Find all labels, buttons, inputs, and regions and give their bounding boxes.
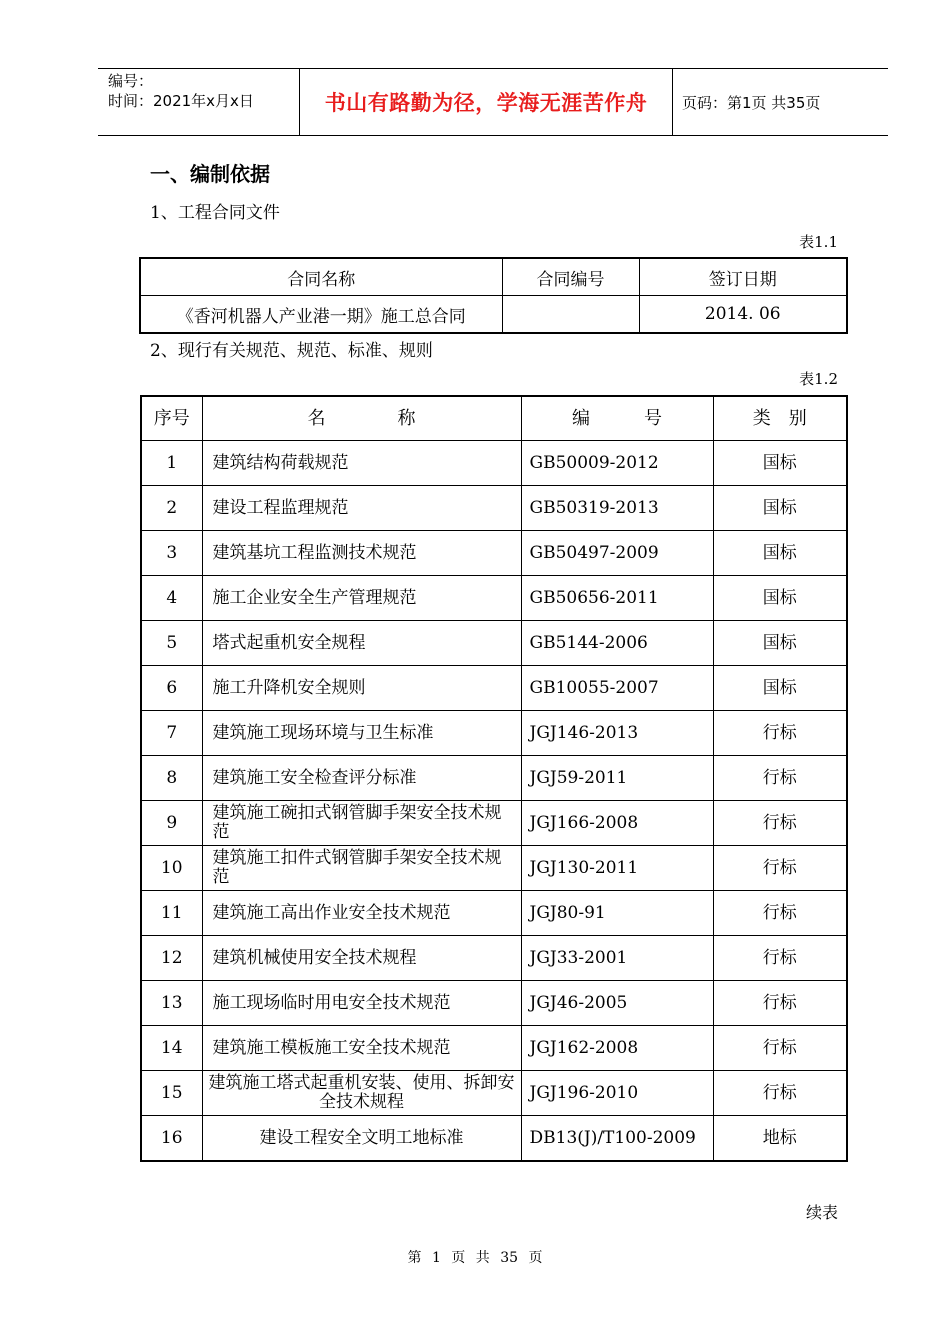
contract-date: 2014. 06 (639, 296, 847, 334)
contract-number (502, 296, 639, 334)
contract-table (139, 257, 848, 334)
section-title: 一、编制依据 (150, 162, 270, 186)
table-row (141, 576, 847, 621)
standard-code: GB5144-2006 (521, 621, 713, 666)
table-row (140, 296, 847, 334)
standard-name: 施工升降机安全规则 (202, 666, 521, 711)
standard-code: JGJ166-2008 (521, 801, 713, 846)
standard-name: 建设工程安全文明工地标准 (202, 1116, 521, 1162)
subsection-contract-docs: 1、工程合同文件 (150, 203, 280, 223)
row-index: 14 (141, 1026, 202, 1071)
standard-code: GB50497-2009 (521, 531, 713, 576)
table-row (141, 846, 847, 891)
row-index: 11 (141, 891, 202, 936)
page-header (98, 68, 888, 136)
standard-code: JGJ196-2010 (521, 1071, 713, 1116)
standard-category: 行标 (713, 801, 847, 846)
standard-code: GB50009-2012 (521, 441, 713, 486)
contract-table-header (140, 258, 847, 296)
standard-category: 行标 (713, 1071, 847, 1116)
standard-name: 建筑施工塔式起重机安装、使用、拆卸安全技术规程 (202, 1071, 521, 1116)
standard-name: 建筑机械使用安全技术规程 (202, 936, 521, 981)
standard-category: 地标 (713, 1116, 847, 1162)
standard-name: 建筑施工高出作业安全技术规范 (202, 891, 521, 936)
row-index: 13 (141, 981, 202, 1026)
row-index: 1 (141, 441, 202, 486)
standard-code: JGJ80-91 (521, 891, 713, 936)
standard-category: 行标 (713, 846, 847, 891)
table-row (141, 1116, 847, 1162)
header-cell: 名 称 (202, 396, 521, 441)
table-row (141, 891, 847, 936)
standard-name: 建筑施工碗扣式钢管脚手架安全技术规范 (202, 801, 521, 846)
row-index: 2 (141, 486, 202, 531)
row-index: 12 (141, 936, 202, 981)
standard-category: 国标 (713, 531, 847, 576)
standard-code: JGJ130-2011 (521, 846, 713, 891)
table-row (141, 621, 847, 666)
standards-table-header (141, 396, 847, 441)
standard-category: 行标 (713, 756, 847, 801)
standard-code: GB50656-2011 (521, 576, 713, 621)
standard-code: DB13(J)/T100-2009 (521, 1116, 713, 1162)
row-index: 5 (141, 621, 202, 666)
standard-code: JGJ162-2008 (521, 1026, 713, 1071)
table-row (141, 441, 847, 486)
table1-caption: 表1.1 (799, 233, 838, 251)
table-row (141, 711, 847, 756)
standard-category: 国标 (713, 621, 847, 666)
row-index: 7 (141, 711, 202, 756)
row-index: 8 (141, 756, 202, 801)
standard-code: JGJ46-2005 (521, 981, 713, 1026)
standard-name: 施工企业安全生产管理规范 (202, 576, 521, 621)
header-cell: 类 别 (713, 396, 847, 441)
standard-category: 国标 (713, 666, 847, 711)
standard-category: 行标 (713, 981, 847, 1026)
header-page-info: 页码：第1页 共35页 (682, 93, 821, 112)
document-time: 时间：2021年x月x日 (108, 92, 254, 110)
standard-code: JGJ59-2011 (521, 756, 713, 801)
header-motto: 书山有路勤为径，学海无涯苦作舟 (300, 69, 673, 135)
standard-category: 行标 (713, 711, 847, 756)
header-cell: 合同名称 (140, 258, 502, 296)
standard-category: 国标 (713, 441, 847, 486)
table-row (141, 1071, 847, 1116)
standard-code: JGJ146-2013 (521, 711, 713, 756)
standard-name: 建筑施工扣件式钢管脚手架安全技术规范 (202, 846, 521, 891)
row-index: 4 (141, 576, 202, 621)
standard-category: 行标 (713, 1026, 847, 1071)
standard-name: 建筑施工模板施工安全技术规范 (202, 1026, 521, 1071)
standards-table-body (141, 441, 847, 1162)
standard-name: 塔式起重机安全规程 (202, 621, 521, 666)
standard-category: 国标 (713, 486, 847, 531)
continued-label: 续表 (805, 1203, 838, 1222)
header-cell: 签订日期 (639, 258, 847, 296)
standard-name: 施工现场临时用电安全技术规范 (202, 981, 521, 1026)
table-row (141, 1026, 847, 1071)
standard-name: 建筑施工现场环境与卫生标准 (202, 711, 521, 756)
document-number-label: 编号： (108, 72, 154, 90)
standard-category: 行标 (713, 891, 847, 936)
row-index: 9 (141, 801, 202, 846)
standard-code: JGJ33-2001 (521, 936, 713, 981)
header-cell: 序号 (141, 396, 202, 441)
row-index: 3 (141, 531, 202, 576)
table-row (141, 756, 847, 801)
subsection-standards: 2、现行有关规范、规范、标准、规则 (150, 341, 433, 361)
row-index: 10 (141, 846, 202, 891)
table2-caption: 表1.2 (799, 370, 838, 388)
row-index: 15 (141, 1071, 202, 1116)
row-index: 6 (141, 666, 202, 711)
table-row (141, 531, 847, 576)
table-row (141, 801, 847, 846)
standard-name: 建筑基坑工程监测技术规范 (202, 531, 521, 576)
standard-name: 建筑结构荷载规范 (202, 441, 521, 486)
standard-code: GB10055-2007 (521, 666, 713, 711)
table-row (141, 981, 847, 1026)
contract-name: 《香河机器人产业港一期》施工总合同 (140, 296, 502, 334)
table-row (141, 666, 847, 711)
header-cell: 合同编号 (502, 258, 639, 296)
header-meta (98, 69, 300, 135)
standard-category: 国标 (713, 576, 847, 621)
row-index: 16 (141, 1116, 202, 1162)
standard-name: 建设工程监理规范 (202, 486, 521, 531)
standard-category: 行标 (713, 936, 847, 981)
header-cell: 编 号 (521, 396, 713, 441)
standard-code: GB50319-2013 (521, 486, 713, 531)
page-footer: 第 1 页 共 35 页 (407, 1250, 543, 1266)
standard-name: 建筑施工安全检查评分标准 (202, 756, 521, 801)
table-row (141, 486, 847, 531)
standards-table (140, 395, 848, 1162)
table-row (141, 936, 847, 981)
